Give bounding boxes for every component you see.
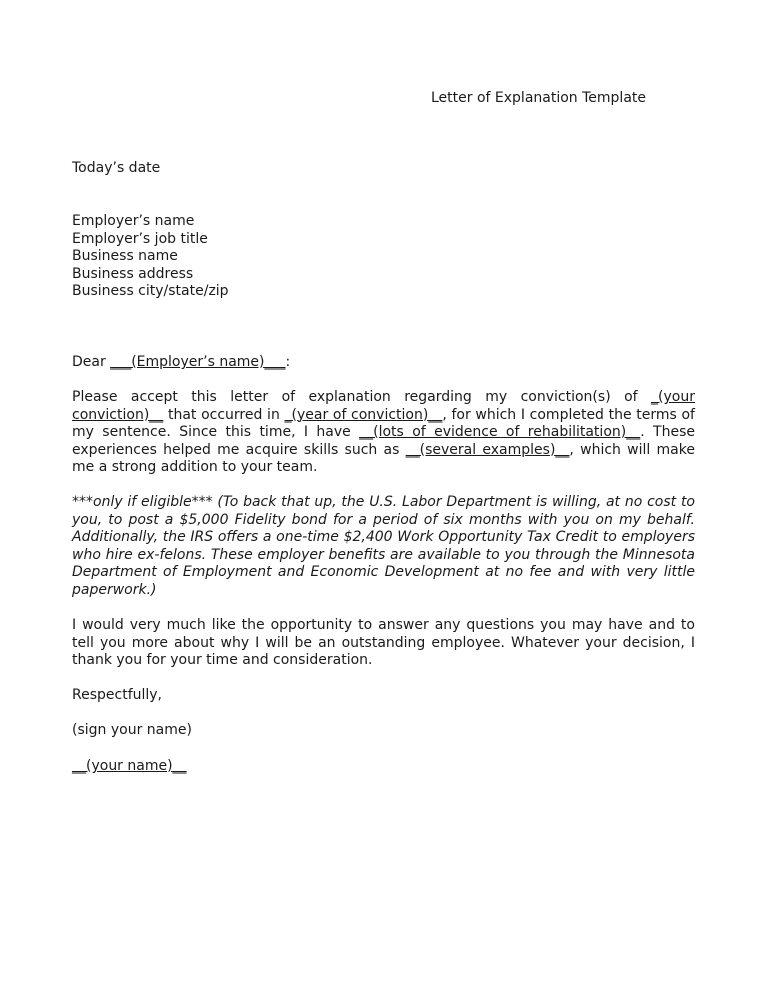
closing: Respectfully,	[72, 687, 163, 703]
business-city-state-zip: Business city/state/zip	[72, 283, 229, 300]
paragraph-conviction	[72, 389, 695, 477]
paragraph-text: Please accept this letter of explanation regarding my conviction(s) of	[72, 389, 652, 405]
employer-job-title: Employer’s job title	[72, 230, 208, 247]
name-line	[72, 758, 695, 776]
paragraph-closing-remarks: I would very much like the opportunity to answer any questions you may have and to tell you more about why I will be an outstanding employee. Whatever your decision, I thank you for your time and consideration.	[72, 617, 695, 669]
business-name: Business name	[72, 248, 178, 265]
signature-placeholder: (sign your name)	[72, 722, 192, 738]
paragraph-text: . These experiences helped me acquire skills such as	[72, 424, 695, 458]
employer-block	[72, 213, 695, 301]
paragraph-eligibility: ***only if eligible*** (To back that up, the U.S. Labor Department is willing, at no cost to you, to post a $5,000 Fidelity bond for a period of six months with you on my behalf. Additionally, the IRS offers a one-time $2,400 Work Opportunity Tax Credit to employers who hire ex-felons. These employer benefits are available to you through the Minnesota Department of Employment and Economic Development at no fee and with very little paperwork.)	[72, 494, 695, 598]
skills-examples-blank: __(several examples)__	[405, 441, 570, 458]
page-title: Letter of Explanation Template	[431, 90, 646, 106]
salutation-suffix: :	[285, 354, 291, 370]
paragraph-text: that occurred in	[163, 406, 285, 423]
paragraph-text: , for which I completed the terms of my sentence. Since this time, I have	[72, 406, 695, 441]
salutation	[72, 354, 695, 372]
salutation-prefix: Dear	[72, 354, 111, 370]
paragraph-text: , which will make me a strong addition to your team.	[72, 441, 695, 476]
your-name-blank: __(your name)__	[72, 758, 187, 774]
date-line: Today’s date	[72, 160, 161, 176]
employer-name: Employer’s name	[72, 213, 195, 229]
employer-name-blank: ___(Employer’s name)___	[110, 354, 286, 370]
year-of-conviction-blank: _(year of conviction)__	[284, 406, 443, 423]
conviction-blank: _(your conviction)__	[72, 389, 695, 423]
business-address: Business address	[72, 265, 194, 282]
rehabilitation-evidence-blank: __(lots of evidence of rehabilitation)__	[359, 424, 641, 441]
